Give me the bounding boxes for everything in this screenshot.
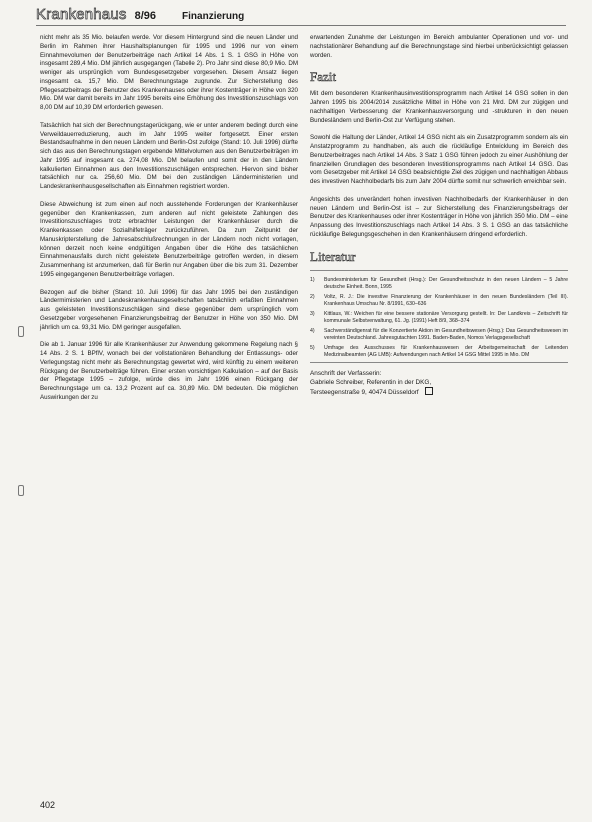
literatur-heading: Literatur: [310, 248, 356, 264]
punch-hole: [18, 326, 24, 337]
reference-item: 3) Kittlaus, W.: Weichen für eine bessere stationäre Versorgung gestellt. In: Der Landkreis – Zeitschrift für kommunale Selbstverwaltung, 61. Jg. (1991) Heft 8/9, 368–374: [310, 310, 568, 324]
divider: [310, 270, 568, 271]
author-name: Gabriele Schreiber, Referentin in der DKG,: [310, 378, 432, 386]
body-paragraph: nicht mehr als 35 Mio. belaufen werde. Vor diesem Hintergrund sind die neuen Länder und Berlin im Rahmen ihrer Haushaltsplanungen für 1995 und 1996 nur von einem Einnahmevolumen der Benutzerbeiträge nach Artikel 14 Abs. 1 S. 1 GSG in Höhe von insgesamt 289,4 Mio. DM jährlich ausgegangen (Tabelle 2). Pro Jahr sind diese 80,9 Mio. DM weniger als ursprünglich vom Bundesgesetzgeber vorgesehen. Diesem Ansatz liegen insgesamt ca. 15,7 Mio. DM Berechnungstage zugrunde. Zur Sicherstellung des Pflegesatzbeitrags der Benutzer des Krankenhauses oder ihrer Kostenträger in Höhe von 320 Mio. DM war damit bereits im Jahr 1995 bereits eine Erhöhung des Investitionszuschlags von 8,00 DM auf 10,39 DM erforderlich gewesen.: [40, 34, 298, 111]
body-paragraph: Die ab 1. Januar 1996 für alle Krankenhäuser zur Anwendung gekommene Regelung nach § 14 Abs. 2 S. 1 BPflV, wonach bei der vollstationären Behandlung der Entlassungs- oder Verlegungstag nicht mehr als Berechnungstag gewertet wird, wird künftig zu einem weiteren Rückgang der Benutzerbeiträge führen. Einer ersten vorsichtigen Kalkulation – auf der Basis der Pflegetage 1995 – zufolge, würde dies im Jahr 1996 einen Rückgang der Berechnungstage um ca. 13,2 Prozent auf ca. 30,89 Mio. DM bedeuten. Die möglichen Auswirkungen der zu: [40, 341, 298, 401]
left-column: [40, 34, 298, 412]
reference-item: 5) Umfrage des Ausschusses für Krankenhauswesen der Arbeitsgemeinschaft der Leitenden Medizinalbeamten (AG LMB): Aufwendungen nach Artikel 14 GSG Mittel 1995 in Mio. DM: [310, 344, 568, 358]
address-street: Tersteegenstraße 9, 40474 Düsseldorf: [310, 387, 568, 397]
body-paragraph: Angesichts des unverändert hohen investiven Nachholbedarfs der Krankenhäuser in den neuen Ländern und Berlin-Ost ist – zur Sicherstellung des Finanzierungsbeitrags der Benutzer des Krankenhauses oder ihrer Kostenträger in Höhe von jährlich 350 Mio. DM – eine Anpassung des Investitionszuschlags nach Artikel 14 Abs. 3 S. 1 GSG an das tatsächliche rückläufige Belegungsgeschehen in den Krankenhäusern dringend erforderlich.: [310, 195, 568, 238]
body-paragraph: Sowohl die Haltung der Länder, Artikel 14 GSG nicht als ein Zusatzprogramm sondern als ein Anstatzprogramm zu handhaben, als auch die rückläufige Entwicklung im Bereich des Benutzerbeitrages nach Artikel 14 Abs. 3 Satz 1 GSG führen jedoch zu einer Aushöhlung der finanziellen Grundlagen des besonderen Investitionsprogramms nach Artikel 14 GSG. Das vom Gesetzgeber mit Artikel 14 GSG beabsichtigte Ziel des zügigen und nachhaltigen Abbaus des investiven Nachholbedarfs bis zum Jahr 2004 dürfte somit nur schwerlich erreichbar sein.: [310, 134, 568, 185]
end-mark-icon: [425, 387, 433, 395]
author-address: [310, 369, 568, 397]
punch-hole: [18, 485, 24, 496]
header-rule: [36, 25, 566, 26]
body-paragraph: Mit dem besonderen Krankenhausinvestitionsprogramm nach Artikel 14 GSG sollen in den Jahren 1995 bis 2004/2014 zusätzliche Mittel in Höhe von 21 Mrd. DM zur zügigen und nachhaltigen Verbesserung der Krankenhausversorgung und -strukturen in den neuen Bundesländern und Berlin-Ost zur Verfügung stehen.: [310, 90, 568, 124]
reference-item: 4) Sachverständigenrat für die Konzertierte Aktion im Gesundheitswesen (Hrsg.): Das Gesundheitswesen im vereinten Deutschland. Jahresgutachten 1991. Baden-Baden, Nomos Verlagsgesellschaft: [310, 327, 568, 341]
page-number: 402: [40, 800, 56, 810]
body-paragraph: erwartenden Zunahme der Leistungen im Bereich ambulanter Operationen und vor- und nachstationärer Behandlung auf die Berechnungstage sind hierbei unberücksichtigt gelassen worden.: [310, 34, 568, 59]
running-header: [36, 6, 566, 26]
body-paragraph: Diese Abweichung ist zum einen auf noch ausstehende Forderungen der Krankenhäuser gegenüber den Krankenkassen, zum anderen auf nicht geleistete Zahlungen des Investitionszuschlages trotz erbrachter Leistungen der Krankenhäuser durch die Krankenkassen oder Sozialhilfeträger zurückzuführen. Da zum Zeitpunkt der Manuskripterstellung die Jahresabschlußrechnungen in der Ländern noch nicht vorlagen, können derzeit noch keine endgültigen Angaben über die Höhe des tatsächlichen Einnahmenausfalls durch nicht geleistete Benutzerbeiträge getroffen werden, in diesem Zusammenhang ist anzumerken, daß für Berlin nur Angaben über die bis zum 31. Dezember 1995 eingegangenen Benutzerbeiträge vorlagen.: [40, 200, 298, 278]
issue-number: 8/96: [134, 10, 157, 22]
body-paragraph: Tatsächlich hat sich der Berechnungstagerückgang, wie er unter anderem bedingt durch eine Verweildauerreduzierung, auch im Jahr 1995 weiter fortgesetzt. Einer ersten Bestandsaufnahme in den neuen Ländern und Berlin-Ost zufolge (Stand: 10. Juli 1996) dürfte sich das aus den Berechnungstagen ergebende Mittelvolumen aus den Benutzerbeiträgen im Jahr 1995 auf insgesamt ca. 274,08 Mio. DM belaufen und somit der in den Ländern kalkulierten Einnahmen aus den Investitionszuschlägen entsprechen. Hiervon sind bisher tatsächlich nur ca. 256,60 Mio. DM bei den zuständigen Länderministerien und Landeskrankenhausgesellschaften als Einnahmen registriert worden.: [40, 121, 298, 190]
reference-list: [310, 277, 568, 359]
body-paragraph: Bezogen auf die bisher (Stand: 10. Juli 1996) für das Jahr 1995 bei den zuständigen Ländermimisterien und Landeskrankenhausgesellschaften tatsächlich erfaßten Einnahmen aus geleisteten Investitionszuschlägen sind diese gegenüber dem ursprünglich vom Gesetzgeber vorgesehenen Finanzierungsbeitrag der Benutzer in Höhe von 350 Mio. DM jährlich um ca. 93,31 Mio. DM geringer ausgefallen.: [40, 288, 298, 331]
reference-item: 2) Voltz, R. J.: Die investive Finanzierung der Krankenhäuser in den neuen Bundesländern (Teil III). Krankenhaus Umschau Nr. 8/1991, 630–636: [310, 293, 568, 307]
reference-item: 1) Bundesministerium für Gesundheit (Hrsg.): Der Gesundheitsschutz in den neuen Ländern – 5 Jahre deutsche Einheit. Bonn, 1995: [310, 276, 568, 290]
fazit-heading: Fazit: [310, 69, 336, 85]
address-label: Anschrift der Verfasserin:: [310, 369, 382, 377]
journal-title: Krankenhaus: [36, 6, 127, 23]
divider: [310, 362, 568, 363]
right-column: [310, 34, 568, 397]
section-title: Finanzierung: [182, 11, 245, 22]
